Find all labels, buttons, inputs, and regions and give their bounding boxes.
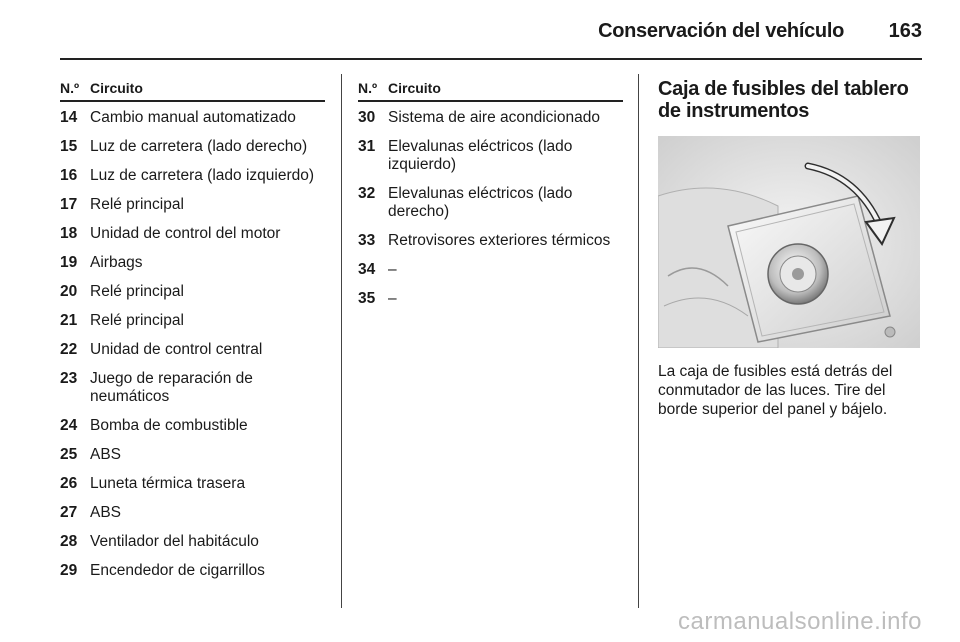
fuse-table-right <box>358 74 623 319</box>
column-circuit-header: Circuito <box>90 80 143 96</box>
circuit-name: Relé principal <box>90 196 184 213</box>
fuse-number: 16 <box>60 167 78 184</box>
table-row <box>60 312 325 330</box>
fuse-number: 17 <box>60 196 78 213</box>
circuit-name: Cambio manual automatizado <box>90 109 296 126</box>
table-row <box>60 475 325 493</box>
circuit-name: Unidad de control del motor <box>90 225 281 242</box>
table-row <box>60 138 325 156</box>
circuit-name: Retrovisores exteriores térmicos <box>388 232 611 249</box>
fuse-number: 31 <box>358 138 376 155</box>
circuit-name: ABS <box>90 504 122 521</box>
table-row <box>60 446 325 464</box>
fuse-number: 30 <box>358 109 376 126</box>
column-circuit-header: Circuito <box>388 80 441 96</box>
circuit-name: Luz de carretera (lado derecho) <box>90 138 308 155</box>
table-row <box>60 562 325 580</box>
table-row <box>60 196 325 214</box>
section-title: Caja de fusibles del tablero de instrumentos <box>658 78 909 122</box>
fuse-number: 18 <box>60 225 78 242</box>
table-row <box>60 341 325 359</box>
circuit-name: Sistema de aire acondicionado <box>388 109 600 126</box>
circuit-name: – <box>388 261 397 278</box>
table-row <box>60 533 325 551</box>
circuit-name: – <box>388 290 397 307</box>
fuse-number: 29 <box>60 562 78 579</box>
fuse-number: 22 <box>60 341 78 358</box>
circuit-name: Airbags <box>90 254 143 271</box>
circuit-name: Relé principal <box>90 283 184 300</box>
circuit-name: ABS <box>90 446 122 463</box>
watermark: carmanualsonline.info <box>678 608 922 635</box>
table-row <box>358 109 623 127</box>
page-number: 163 <box>888 20 922 42</box>
circuit-name: Elevalunas eléctricos (lado derecho) <box>388 185 573 220</box>
table-row <box>60 283 325 301</box>
fuse-number: 34 <box>358 261 376 278</box>
fuse-box-photo <box>658 136 920 348</box>
fuse-number: 19 <box>60 254 78 271</box>
fuse-number: 23 <box>60 370 78 387</box>
fuse-number: 26 <box>60 475 78 492</box>
fuse-number: 25 <box>60 446 78 463</box>
table-row <box>60 225 325 243</box>
fuse-box-section <box>658 78 922 419</box>
circuit-name: Bomba de combustible <box>90 417 248 434</box>
table-rows <box>358 109 623 308</box>
fuse-number: 14 <box>60 109 78 126</box>
circuit-name: Unidad de control central <box>90 341 263 358</box>
fuse-number: 35 <box>358 290 376 307</box>
table-row <box>358 261 623 279</box>
circuit-name: Juego de reparación de neumáticos <box>90 370 253 405</box>
column-divider <box>341 74 342 608</box>
table-row <box>358 185 623 221</box>
table-row <box>60 109 325 127</box>
fuse-number: 20 <box>60 283 78 300</box>
fuse-number: 15 <box>60 138 78 155</box>
table-header <box>60 74 325 102</box>
table-header <box>358 74 623 102</box>
circuit-name: Relé principal <box>90 312 184 329</box>
fuse-number: 21 <box>60 312 78 329</box>
fuse-number: 24 <box>60 417 78 434</box>
section-text: La caja de fusibles está detrás del conmutador de las luces. Tire del borde superior del panel y bájelo. <box>658 363 893 418</box>
fuse-number: 33 <box>358 232 376 249</box>
fuse-number: 32 <box>358 185 376 202</box>
circuit-name: Elevalunas eléctricos (lado izquierdo) <box>388 138 573 173</box>
table-row <box>358 138 623 174</box>
column-number-header: N.º <box>358 80 378 96</box>
circuit-name: Luz de carretera (lado izquierdo) <box>90 167 315 184</box>
fuse-table-left <box>60 74 325 591</box>
table-row <box>358 232 623 250</box>
circuit-name: Ventilador del habitáculo <box>90 533 259 550</box>
table-row <box>60 417 325 435</box>
table-rows <box>60 109 325 580</box>
table-row <box>358 290 623 308</box>
circuit-name: Luneta térmica trasera <box>90 475 246 492</box>
fuse-number: 27 <box>60 504 78 521</box>
fuse-number: 28 <box>60 533 78 550</box>
table-row <box>60 504 325 522</box>
table-row <box>60 370 325 406</box>
table-row <box>60 254 325 272</box>
page-header <box>60 14 922 60</box>
column-divider <box>638 74 639 608</box>
table-row <box>60 167 325 185</box>
column-number-header: N.º <box>60 80 80 96</box>
circuit-name: Encendedor de cigarrillos <box>90 562 265 579</box>
page-title: Conservación del vehículo <box>598 20 844 42</box>
